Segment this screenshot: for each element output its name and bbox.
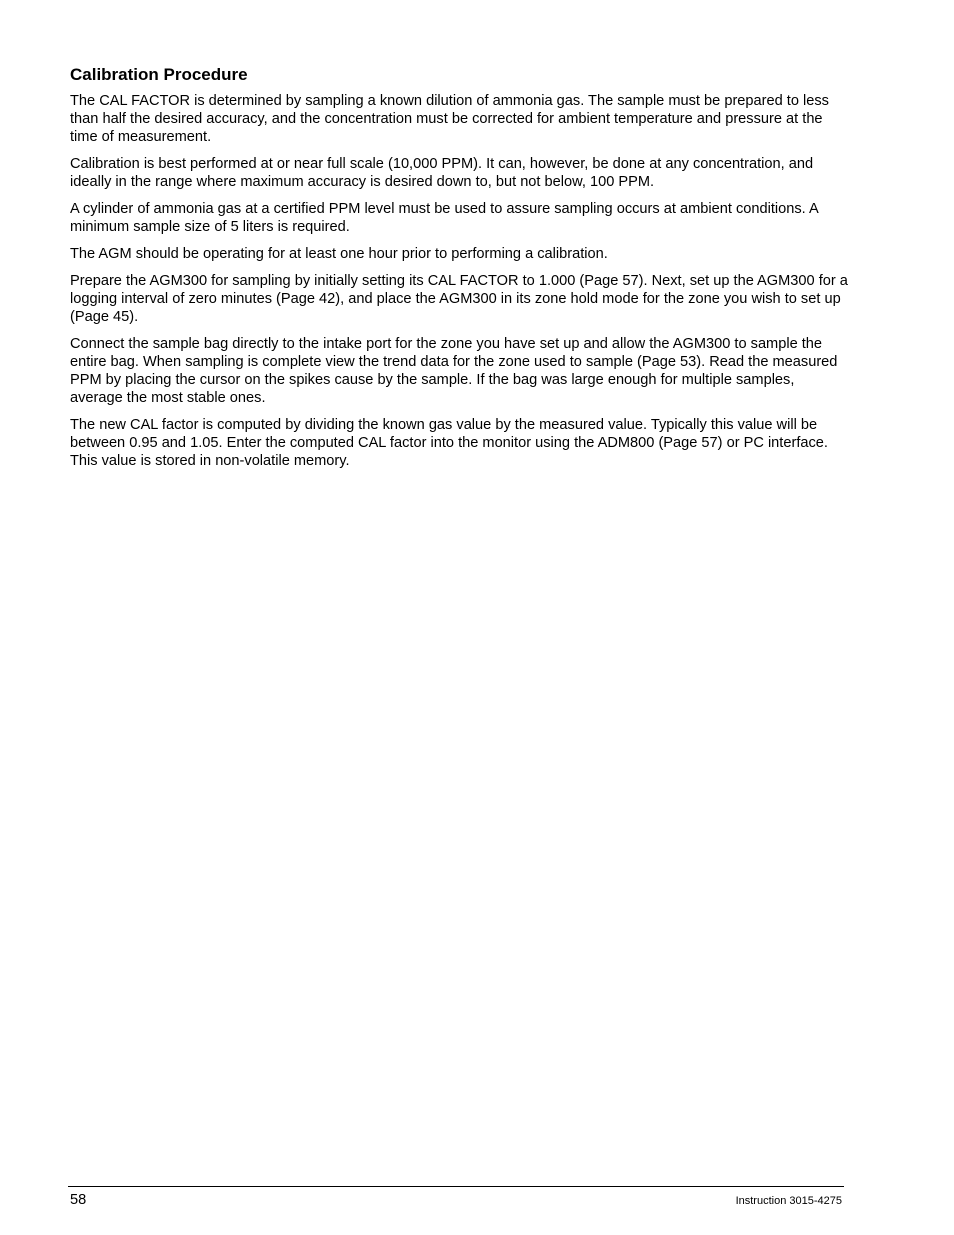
footer-divider [68,1186,844,1187]
page-number: 58 [70,1192,87,1208]
paragraph-cal-factor-intro: The CAL FACTOR is determined by sampling a known dilution of ammonia gas. The sample must be prepared to less than half the desired accuracy, and the concentration must be corrected for ambient temperature and pressure at the time of measurement. [70,93,829,146]
calibration-section [70,64,850,479]
paragraph-prepare: Prepare the AGM300 for sampling by initially setting its CAL FACTOR to 1.000 (Page 57). Next, set up the AGM300 for a logging interval of zero minutes (Page 42), and place the AGM300 in its zone hold mode for the zone you wish to set up (Page 45). [70,272,848,326]
section-heading: Calibration Procedure [70,65,248,84]
paragraph-compute-cal: The new CAL factor is computed by dividing the known gas value by the measured value. Typically this value will be between 0.95 and 1.05. Enter the computed CAL factor into the monitor using the ADM800 (Page 57) or PC interface. This value is stored in non-volatile memory. [70,417,828,470]
paragraph-full-scale: Calibration is best performed at or near full scale (10,000 PPM). It can, however, be done at any concentration, and ideally in the range where maximum accuracy is desired down to, but not below, 100 PPM. [70,156,814,191]
paragraph-connect-bag: Connect the sample bag directly to the intake port for the zone you have set up and allow the AGM300 to sample the entire bag. When sampling is complete view the trend data for the zone used to sample (Page 53). Read the measured PPM by placing the cursor on the spikes cause by the sample. If the bag was large enough for multiple samples, average the most stable ones. [70,335,838,407]
paragraph-cylinder: A cylinder of ammonia gas at a certified PPM level must be used to assure sampling occurs at ambient conditions. A minimum sample size of 5 liters is required. [70,201,818,236]
paragraph-warmup: The AGM should be operating for at least one hour prior to performing a calibration. [70,245,608,262]
document-id: Instruction 3015-4275 [735,1195,842,1207]
